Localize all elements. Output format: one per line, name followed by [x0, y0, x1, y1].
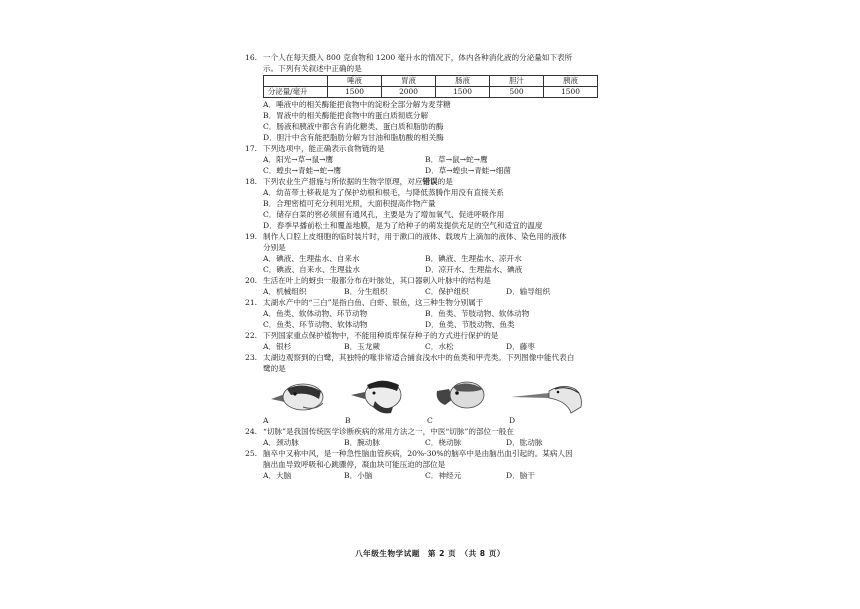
option-a: A．唾液中的相关酶能把食物中的淀粉全部分解为麦芽糖 — [263, 100, 451, 109]
option-d: D．肱动脉 — [506, 438, 543, 447]
option-c: C．水松 — [425, 342, 454, 351]
question-number: 20. — [245, 276, 258, 285]
option-a: A．银杉 — [263, 342, 292, 351]
option-a: A．幼苗带土移栽是为了保护幼根和根毛，与降低蒸腾作用没有直接关系 — [263, 188, 504, 197]
question-number: 24. — [245, 427, 258, 436]
option-a: A．碘液、生理盐水、自来水 — [263, 254, 360, 263]
question-number: 16. — [245, 53, 258, 62]
option-row — [245, 154, 617, 165]
option-c: C．碘液、自来水、生理盐水 — [263, 265, 360, 274]
question-16 — [245, 52, 617, 143]
option-row — [245, 165, 617, 176]
table-cell: 500 — [490, 87, 544, 98]
digestive-juice-table — [263, 75, 598, 98]
bird-beak-images — [263, 377, 617, 415]
bird-head-a-image — [263, 377, 345, 415]
bird-image-labels — [263, 415, 617, 426]
stem-text-continued: 示。下列有关叙述中正确的是 — [263, 64, 362, 73]
question-24-stem — [245, 426, 617, 437]
option-a: A．大脑 — [263, 471, 292, 480]
question-21-stem — [245, 297, 617, 308]
table-cell: 1500 — [436, 87, 490, 98]
table-cell: 唾液 — [328, 76, 382, 87]
option-b: B．胃液中的相关酶能把食物中的蛋白质彻底分解 — [263, 111, 429, 120]
question-19-stem — [245, 231, 617, 242]
table-cell: 胰液 — [544, 76, 598, 87]
table-cell: 胆汁 — [490, 76, 544, 87]
question-23 — [245, 352, 617, 426]
question-24 — [245, 426, 617, 448]
bird-head-b-image — [345, 377, 427, 415]
question-21 — [245, 297, 617, 330]
option-b: B．草→鼠→蛇→鹰 — [425, 155, 488, 164]
table-header-row — [264, 76, 598, 87]
question-number: 22. — [245, 331, 258, 340]
option-row — [245, 341, 617, 352]
page-footer: 八年级生物学试题 第 2 页 （共 8 页） — [355, 549, 505, 558]
stem-text: 下列国家重点保护植物中，不能用种质库保存种子的方式进行保护的是 — [263, 331, 499, 340]
image-label-a: A — [263, 416, 269, 425]
option-row — [245, 437, 617, 448]
stem-text: 太湖边观察到的白鹭，其独特的喙非常适合捕食浅水中的鱼类和甲壳类。下列图像中能代表白 — [263, 353, 575, 362]
table-row — [264, 87, 598, 98]
question-number: 25. — [245, 449, 258, 458]
question-number: 17. — [245, 144, 258, 153]
option-d: D．脑干 — [506, 471, 535, 480]
question-17-stem — [245, 143, 617, 154]
option-c: C．储存白菜的窖必须留有通风孔，主要是为了增加氧气、促进呼吸作用 — [263, 210, 505, 219]
bird-head-c-image — [427, 377, 509, 415]
stem-text: 生活在叶上的蚜虫一般都分布在叶脉处，其口器刺入叶脉中的结构是 — [263, 276, 491, 285]
stem-text: 制作人口腔上皮细胞的临时装片时，用于漱口的液体、载玻片上滴加的液体、染色用的液体 — [263, 232, 567, 241]
stem-text-continued: 脑出血导致呼吸和心跳骤停，凝血块可能压迫的部位是 — [263, 460, 446, 469]
option-b: B．玉龙蕨 — [344, 342, 380, 351]
option-d: D．凉开水、生理盐水、碘液 — [425, 265, 523, 274]
image-label-b: B — [345, 416, 351, 425]
stem-text: 下列农业生产措施与所依据的生物学原理，对应 — [263, 177, 423, 186]
option-b: B．鱼类、节肢动物、软体动物 — [425, 309, 530, 318]
stem-text: 下列选项中，能正确表示食物链的是 — [263, 144, 385, 153]
stem-text-continued: 分别是 — [263, 243, 286, 252]
question-20-stem — [245, 275, 617, 286]
question-25 — [245, 448, 617, 481]
table-cell: 分泌量/毫升 — [264, 87, 328, 98]
table-cell: 肠液 — [436, 76, 490, 87]
question-25-stem — [245, 448, 617, 459]
question-number: 19. — [245, 232, 258, 241]
option-a: A．阳光→草→鼠→鹰 — [263, 155, 334, 164]
option-row — [245, 264, 617, 275]
question-19 — [245, 231, 617, 275]
question-22 — [245, 330, 617, 352]
stem-text: “切脉”是我国传统医学诊断疾病的常用方法之一，中医“切脉”的部位一般在 — [263, 427, 514, 436]
option-a: A．颈动脉 — [263, 438, 299, 447]
question-number: 21. — [245, 298, 258, 307]
option-c: C．蝗虫→青蛙→蛇→鹰 — [263, 166, 342, 175]
stem-text: 脑卒中又称中风，是一种急性脑血管疾病，20%-30%的脑卒中是由脑出血引起的。某病人因 — [263, 449, 573, 458]
option-d: D．春季早播前松土和覆盖地膜，是为了给种子的萌发提供充足的空气和适宜的温度 — [263, 221, 543, 230]
question-18-stem — [245, 176, 617, 187]
option-c: C．鱼类、环节动物、软体动物 — [263, 320, 368, 329]
option-b: B．分生组织 — [344, 287, 388, 296]
table-cell: 1500 — [328, 87, 382, 98]
option-b: B．合理密植可充分利用光照，大面积提高作物产量 — [263, 199, 436, 208]
image-label-c: C — [427, 416, 433, 425]
option-b: B．腕动脉 — [344, 438, 380, 447]
option-a: A．鱼类、软体动物、环节动物 — [263, 309, 368, 318]
question-23-stem — [245, 352, 617, 363]
option-c: C．神经元 — [425, 471, 462, 480]
option-c: C．保护组织 — [425, 287, 469, 296]
option-d: D．草→蝗虫→青蛙→细菌 — [425, 166, 511, 175]
table-cell: 2000 — [382, 87, 436, 98]
question-16-stem — [245, 52, 617, 63]
option-d: D．藤枣 — [506, 342, 535, 351]
option-row — [245, 253, 617, 264]
option-d: D．胆汁中含有能把脂肪分解为甘油和脂肪酸的相关酶 — [263, 133, 444, 142]
question-22-stem — [245, 330, 617, 341]
question-list — [245, 52, 617, 481]
option-d: D．输导组织 — [506, 287, 551, 296]
option-b: B．小脑 — [344, 471, 373, 480]
option-c: C．肠液和胰液中都含有消化糖类、蛋白质和脂肪的酶 — [263, 122, 444, 131]
stem-text: 一个人在每天摄入 800 克食物和 1200 毫升水的情况下，体内各种消化液的分泌量如下表所 — [263, 53, 573, 62]
image-label-d: D — [509, 416, 516, 425]
table-cell: 1500 — [544, 87, 598, 98]
question-number: 23. — [245, 353, 258, 362]
option-c: C．桡动脉 — [425, 438, 462, 447]
question-number: 18. — [245, 177, 258, 186]
table-cell: 胃液 — [382, 76, 436, 87]
table-cell — [264, 76, 328, 87]
question-20 — [245, 275, 617, 297]
option-row — [245, 470, 617, 481]
option-row — [245, 319, 617, 330]
stem-text-continued: 鹭的是 — [263, 364, 286, 373]
question-17 — [245, 143, 617, 176]
option-a: A．机械组织 — [263, 287, 307, 296]
bird-head-d-image — [509, 377, 591, 415]
option-row — [245, 308, 617, 319]
emphasis-mark: 错误 — [422, 177, 438, 186]
option-row — [245, 286, 617, 297]
stem-text-end: 的是 — [437, 177, 453, 186]
option-b: B．碘液、生理盐水、凉开水 — [425, 254, 522, 263]
option-d: D．鱼类、节肢动物、鱼类 — [425, 320, 515, 329]
stem-text: 太湖水产中的“三白”是指白鱼、白虾、银鱼，这三种生物分别属于 — [263, 298, 484, 307]
question-18 — [245, 176, 617, 231]
